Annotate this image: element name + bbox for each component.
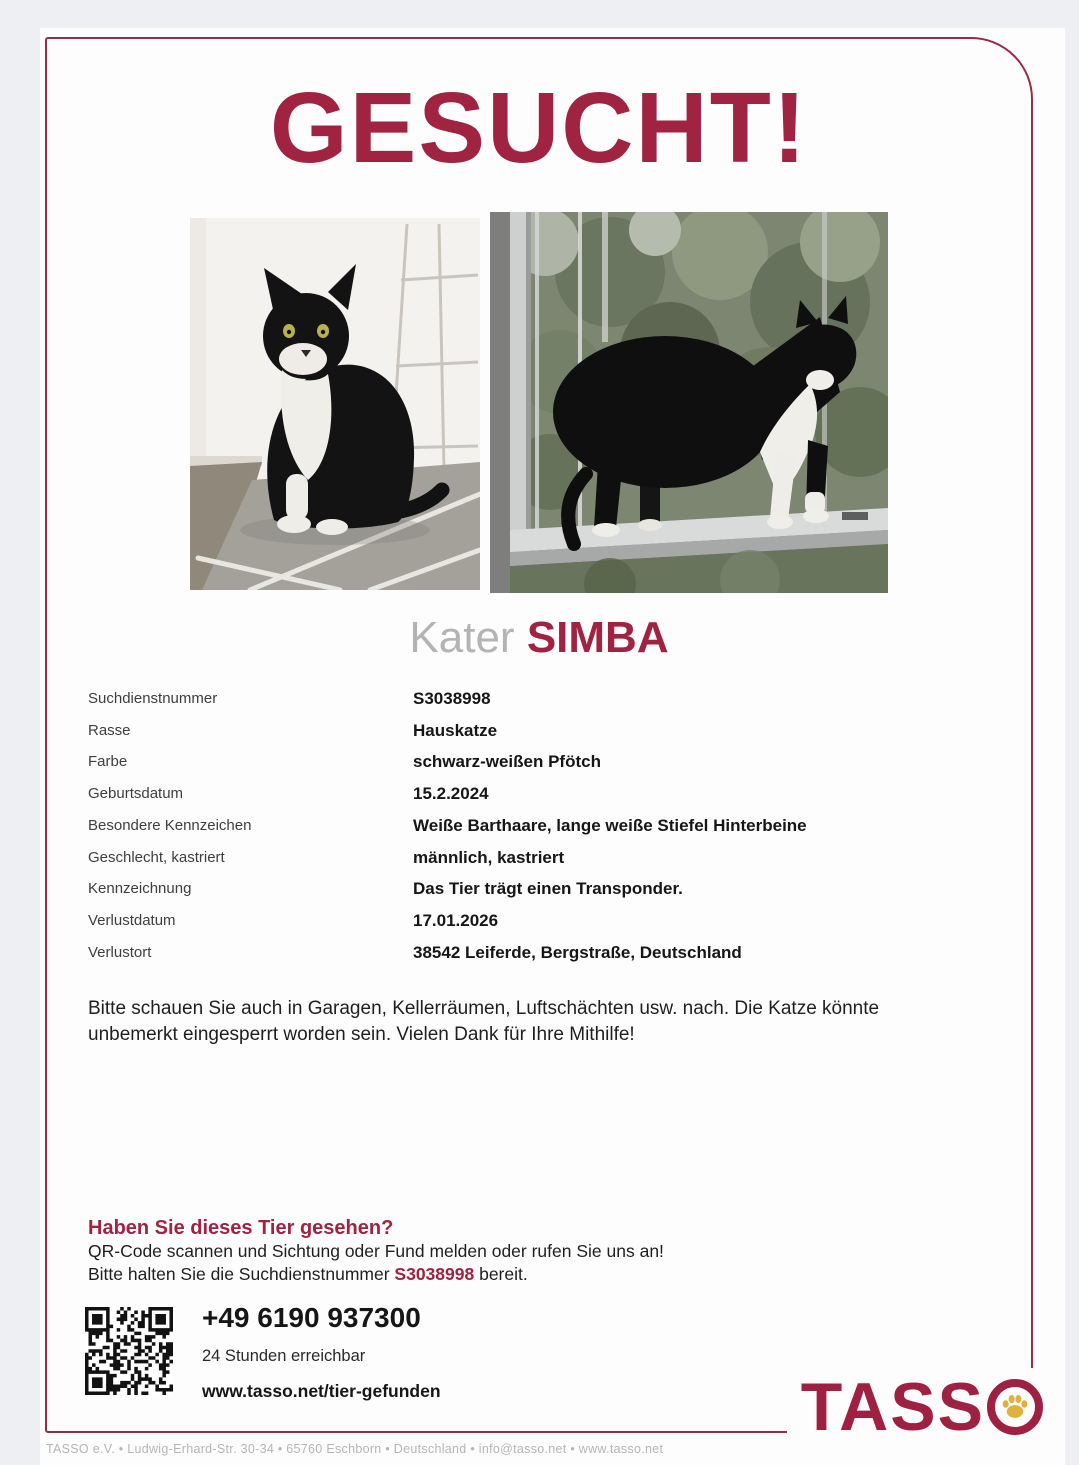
search-hint-note: Bitte schauen Sie auch in Garagen, Kellerräumen, Luftschächten usw. nach. Die Katze könnte unbemerkt eingesperrt worden sein. Vielen Dank für Ihre Mithilfe!: [88, 998, 880, 1045]
detail-row: [88, 842, 988, 874]
detail-value: Das Tier trägt einen Transponder.: [413, 879, 683, 899]
tasso-logo: [787, 1368, 1043, 1446]
detail-label: Geschlecht, kastriert: [88, 848, 225, 866]
detail-label: Geburtsdatum: [88, 785, 184, 803]
detail-value: S3038998: [413, 689, 491, 708]
cat-sitting-illustration: [190, 218, 480, 590]
contact-line-2-suffix: bereit.: [474, 1264, 528, 1284]
detail-row: [88, 905, 988, 937]
detail-value: Hauskatze: [413, 720, 498, 740]
footer-address-line: TASSO e.V. • Ludwig-Erhard-Str. 30-34 • 65760 Eschborn • Deutschland • info@tasso.net • www.tasso.net: [46, 1442, 664, 1456]
detail-row: [88, 937, 988, 969]
detail-value: Weiße Barthaare, lange weiße Stiefel Hinterbeine: [413, 815, 807, 835]
detail-value: 15.2.2024: [413, 784, 489, 804]
contact-line-1: QR-Code scannen und Sichtung oder Fund melden oder rufen Sie uns an!: [88, 1241, 664, 1261]
detail-row: [88, 683, 988, 715]
contact-search-number: S3038998: [394, 1264, 475, 1284]
tasso-wordmark: TASS: [800, 1369, 985, 1445]
detail-value: männlich, kastriert: [413, 847, 565, 867]
hotline-phone: +49 6190 937300: [202, 1302, 421, 1333]
qr-code: [85, 1307, 173, 1395]
cat-window-illustration: [490, 212, 888, 593]
detail-label: Farbe: [88, 753, 128, 771]
pet-name-prefix: Kater: [409, 613, 515, 662]
pet-name-line: [45, 614, 1033, 662]
pet-details-table: [88, 683, 988, 968]
detail-label: Verlustdatum: [88, 911, 176, 929]
paw-icon: [1000, 1392, 1030, 1422]
detail-label: Suchdienstnummer: [88, 690, 218, 707]
detail-row: [88, 778, 988, 810]
detail-row: [88, 873, 988, 905]
detail-row: [88, 746, 988, 778]
pet-photo-sitting: [190, 218, 480, 590]
detail-value: 17.01.2026: [413, 910, 499, 930]
report-url: www.tasso.net/tier-gefunden: [202, 1381, 441, 1401]
contact-line-2: [88, 1263, 848, 1286]
pet-photo-window-ledge: [490, 212, 888, 593]
detail-label: Kennzeichnung: [88, 880, 192, 898]
detail-value: 38542 Leiferde, Bergstraße, Deutschland: [413, 942, 742, 962]
pet-name: SIMBA: [526, 613, 669, 662]
contact-section: [88, 1216, 848, 1286]
detail-label: Verlustort: [88, 943, 152, 961]
poster-page: [40, 28, 1065, 1465]
tasso-logo-o-ring: [987, 1379, 1043, 1435]
contact-heading: Haben Sie dieses Tier gesehen?: [88, 1217, 394, 1239]
detail-row: [88, 810, 988, 842]
detail-row: [88, 715, 988, 747]
contact-line-2-prefix: Bitte halten Sie die Suchdienstnummer: [88, 1264, 395, 1284]
hotline-availability: 24 Stunden erreichbar: [202, 1347, 366, 1365]
detail-label: Rasse: [88, 721, 131, 739]
detail-value: schwarz-weißen Pfötch: [413, 752, 601, 772]
detail-label: Besondere Kennzeichen: [88, 816, 252, 834]
poster-title: GESUCHT!: [269, 72, 809, 184]
